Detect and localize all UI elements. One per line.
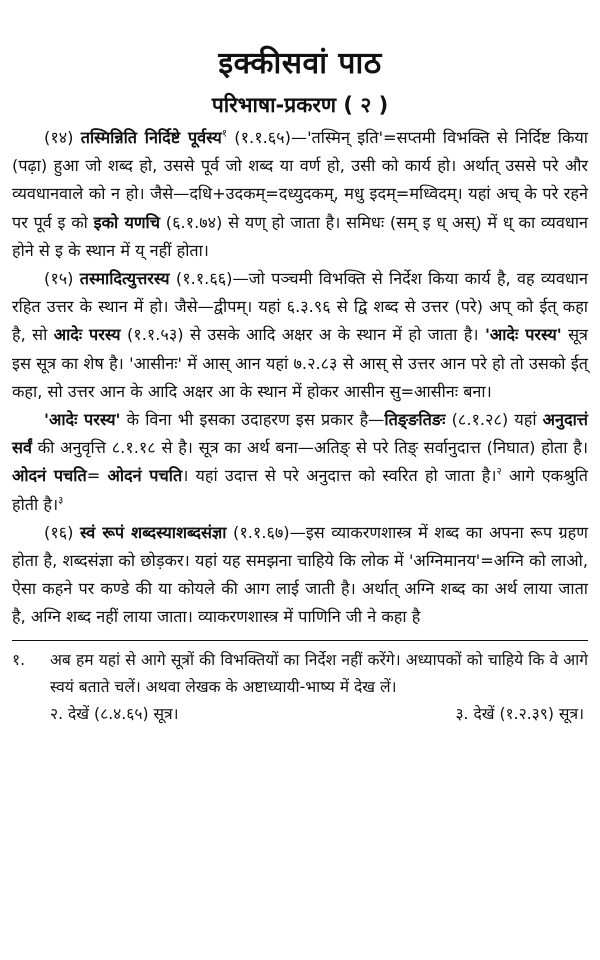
main-text — [12, 124, 588, 632]
sutra-number: (१४) — [44, 128, 81, 147]
sutra-number: (१६) — [44, 522, 80, 542]
sutra-reference: (१.१.६७) — [226, 522, 290, 542]
paragraph-text: के विना भी इसका उदाहरण इस प्रकार है— — [120, 410, 385, 430]
paragraph-text: आगे एकश्रुति होती है। — [12, 466, 588, 514]
paragraph-example — [12, 406, 588, 519]
footnote-2: २. देखें (८.४.६५) सूत्र। — [50, 704, 179, 723]
bold-term: आदेः परस्य — [53, 325, 121, 345]
paragraph-text: —'तस्मिन् इति'=सप्तमी विभक्ति से निर्दिष्ट किया (पढ़ा) हुआ जो शब्द हो, उससे पूर्व जो शब्द या वर्ण हो, उसी को कार्य हो। अर्थात् उससे परे और व्यवधानवाले को न हो। जैसे—दधि+उदकम्=दध्युदकम्, मधु इदम्=मध्विदम्। यहां अच् के परे रहने पर पूर्व इ को — [12, 128, 588, 232]
bold-term: 'आदेः परस्य' — [44, 410, 121, 430]
bold-term: अनुदात्तं सर्वं — [12, 410, 588, 458]
footnote-refs-row — [12, 701, 588, 728]
section-subtitle: परिभाषा-प्रकरण ( २ ) — [211, 93, 389, 117]
footnote-3: ३. देखें (१.२.३९) सूत्र। — [455, 704, 584, 723]
sutra-heading: स्वं रूपं शब्दस्याशब्दसंज्ञा — [80, 522, 227, 542]
paragraph-text: (६.१.७४) से यण् हो जाता है। समिधः (सम् इ ध् अस्) में ध् का व्यवधान होने से इ के स्थान में य् नहीं होता। — [12, 212, 588, 260]
bold-term: इको यणचि — [93, 212, 161, 232]
footnote-divider — [12, 640, 588, 641]
paragraph-text: । यहां उदात्त से परे अनुदात्त को स्वरित हो जाता है। — [182, 466, 497, 486]
bold-term: ओदनं पचति — [12, 466, 87, 486]
paragraph-text: (१.१.५३) से उसके आदि अक्षर अ के स्थान में हो जाता है। — [120, 325, 485, 345]
paragraph-text: सूत्र इस सूत्र का शेष है। 'आसीनः' में आस् आन यहां ७.२.८३ से आस् से उत्तर आन परे हो तो उसको ईत् कहा, सो उत्तर आन के आदि अक्षर आ के स्थान में होकर आसीन सु=आसीनः बना। — [12, 325, 588, 401]
paragraph-text: की अनुवृत्ति ८.१.१८ से है। सूत्र का अर्थ बना—अतिङ् से परे तिङ् सर्वानुदात्त (निघात) होता है। — [31, 438, 588, 458]
paragraph-sutra-14 — [12, 124, 588, 265]
footnote-1 — [12, 647, 588, 701]
sutra-reference: (१.१.६५) — [227, 128, 291, 147]
footnote-marker: ३ — [58, 495, 64, 507]
paragraph-text: (८.१.२८) यहां — [445, 410, 543, 430]
paragraph-sutra-15 — [12, 265, 588, 406]
sutra-number: (१५) — [44, 269, 80, 289]
sutra-reference: (१.१.६६) — [169, 269, 233, 289]
paragraph-text: —जो पञ्चमी विभक्ति से निर्देश किया कार्य है, वह व्यवधान रहित उत्तर के स्थान में हो। जैसे—द्वीपम्। यहां ६.३.९६ से द्वि शब्द से उत्तर (परे) अप् को ईत् कहा है, सो — [12, 269, 588, 345]
paragraph-text: —इस व्याकरणशास्त्र में शब्द का अपना रूप ग्रहण होता है, शब्दसंज्ञा को छोड़कर। यहां यह समझना चाहिये कि लोक में 'अग्निमानय'=अग्नि को लाओ, ऐसा कहने पर कण्डे की या कोयले की आग लाई जाती है। अर्थात् अग्नि शब्द का अर्थ लाया जाता है, अग्नि शब्द नहीं लाया जाता। व्याकरणशास्त्र में पाणिनि जी ने कहा है — [12, 522, 588, 627]
paragraph-sutra-16 — [12, 519, 588, 632]
footnote-marker: २ — [496, 467, 502, 479]
footnote-marker: १ — [221, 128, 228, 140]
footnotes — [12, 647, 588, 728]
paragraph-text: = — [86, 466, 108, 486]
bold-term: तिङ्ङतिङः — [384, 410, 446, 430]
sutra-heading: तस्मिन्निति निर्दिष्टे पूर्वस्य — [80, 128, 222, 147]
bold-term: 'आदेः परस्य' — [484, 325, 562, 345]
bold-term: ओदनं पचति — [107, 466, 183, 486]
chapter-title: इक्कीसवां पाठ — [218, 46, 382, 81]
sutra-heading: तस्मादित्युत्तरस्य — [79, 269, 170, 289]
footnote-text: अब हम यहां से आगे सूत्रों की विभक्तियों का निर्देश नहीं करेंगे। अध्यापकों को चाहिये कि वे आगे स्वयं बताते चलें। अथवा लेखक के अष्टाध्यायी-भाष्य में देख लें। — [50, 650, 588, 696]
footnote-number: १. — [12, 650, 26, 669]
